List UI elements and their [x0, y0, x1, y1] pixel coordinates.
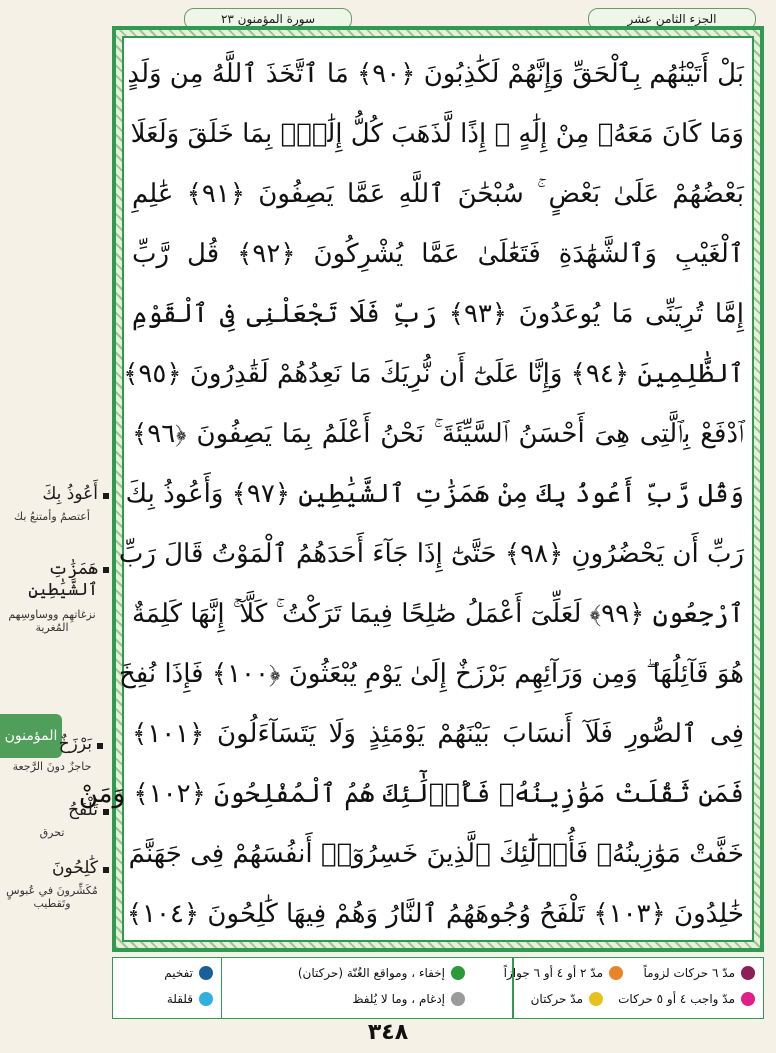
text-line: خَٰلِدُونَ ﴿١٠٣﴾ تَلْفَحُ وُجُوهَهُمُ ٱلنَّارُ وَهُمْ فِيهَا كَٰلِحُونَ ﴿١٠٤﴾ [126, 899, 744, 929]
glossary-word: هَمَزَٰتِ ٱلشَّيَٰطِينِ [0, 558, 98, 600]
legend-column [111, 958, 221, 1018]
legend-label: قلقلة [166, 992, 193, 1006]
legend-label: مدّ واجب ٤ أو ٥ حركات [618, 992, 735, 1006]
surah-label: سورة المؤمنون ٢٣ [184, 8, 352, 30]
legend-item [504, 966, 623, 980]
glossary-meaning: نزغاتهِم ووساوسِهم المُغرية [8, 608, 96, 634]
page-number: ٣٤٨ [367, 1020, 409, 1045]
surah-tab[interactable]: المؤمنون [0, 714, 62, 758]
color-dot-icon [451, 966, 465, 980]
legend-column [503, 958, 763, 1018]
color-dot-icon [609, 966, 623, 980]
glossary-meaning: أعتصمُ وأمتنعُ بك [14, 510, 90, 523]
legend-item [618, 992, 755, 1006]
legend-label: إخفاء ، ومواقع الغُنّة (حركتان) [297, 966, 445, 980]
text-line: ٱلظَّٰلِمِينَ ﴿٩٤﴾ وَإِنَّا عَلَىٰٓ أَن نُّرِيَكَ مَا نَعِدُهُمْ لَقَٰدِرُونَ ﴿٩٥﴾ [123, 359, 744, 389]
legend-label: تفخيم [164, 966, 193, 980]
glossary-word: تَلْفَحُ [68, 800, 98, 820]
glossary-word: بَرْزَخٌ [58, 734, 92, 754]
glossary-word: أَعُوذُ بِكَ [42, 484, 98, 504]
glossary-word: كَٰلِحُونَ [52, 858, 98, 878]
page-frame [78, 26, 764, 952]
color-dot-icon [589, 992, 603, 1006]
text-line: فِى ٱلصُّورِ فَلَآ أَنسَابَ بَيْنَهُمْ يَوْمَئِذٍ وَلَا يَتَسَآءَلُونَ ﴿١٠١﴾ [132, 719, 744, 749]
legend-label: مدّ حركتان [530, 992, 583, 1006]
glossary-sidebar [0, 480, 112, 950]
legend-item [352, 992, 465, 1006]
text-line: ٱلْغَيْبِ وَٱلشَّهَٰدَةِ فَتَعَٰلَىٰ عَمَّا يُشْرِكُونَ ﴿٩٢﴾ قُل رَّبِّ [132, 239, 744, 269]
color-dot-icon [199, 992, 213, 1006]
legend-label: مدّ ٦ حركات لزوماً [643, 966, 735, 980]
legend-divider [512, 958, 513, 1018]
text-line: فَمَن ثَقُلَتْ مَوَٰزِينُهُۥ فَأُو۟لَٰٓئِكَ هُمُ ٱلْمُفْلِحُونَ ﴿١٠٢﴾ وَمَنْ [78, 779, 744, 809]
color-dot-icon [451, 992, 465, 1006]
legend-label: إدغام ، وما لا يُلفظ [352, 992, 445, 1006]
text-line: إِمَّا تُرِيَنِّى مَا يُوعَدُونَ ﴿٩٣﴾ رَبِّ فَلَا تَجْعَلْنِى فِى ٱلْقَوْمِ [132, 299, 745, 329]
legend-label: مدّ ٢ أو ٤ أو ٦ جوازاً [503, 966, 603, 980]
legend-item [531, 992, 603, 1006]
color-dot-icon [199, 966, 213, 980]
glossary-meaning: حاجزٌ دونَ الرَّجعة [12, 760, 92, 773]
glossary-meaning: تحرق [39, 826, 65, 839]
quran-text-area [78, 38, 752, 940]
text-line: بَلْ أَتَيْنَٰهُم بِٱلْحَقِّ وَإِنَّهُمْ لَكَٰذِبُونَ ﴿٩٠﴾ مَا ٱتَّخَذَ ٱللَّهُ مِن وَلَدٍ [127, 59, 744, 89]
text-line: هُوَ قَآئِلُهَا ۖ وَمِن وَرَآئِهِم بَرْزَخٌ إِلَىٰ يَوْمِ يُبْعَثُونَ ﴿١٠٠﴾ فَإِذَا نُفِخَ [118, 659, 744, 689]
color-dot-icon [741, 966, 755, 980]
juz-label: الجزء الثامن عشر [588, 8, 756, 30]
text-line: خَفَّتْ مَوَٰزِينُهُۥ فَأُو۟لَٰٓئِكَ ٱلَّذِينَ خَسِرُوٓا۟ أَنفُسَهُمْ فِى جَهَنَّمَ [128, 839, 744, 869]
text-line: ٱدْفَعْ بِٱلَّتِى هِىَ أَحْسَنُ ٱلسَّيِّئَةَ ۚ نَحْنُ أَعْلَمُ بِمَا يَصِفُونَ ﴿٩٦﴾ [132, 419, 744, 449]
text-line: وَمَا كَانَ مَعَهُۥ مِنْ إِلَٰهٍ ۚ إِذًا لَّذَهَبَ كُلُّ إِلَٰهٍۭ بِمَا خَلَقَ وَلَعَلَا [130, 119, 744, 149]
color-dot-icon [741, 992, 755, 1006]
legend-item [164, 966, 213, 980]
text-line: وَقُل رَّبِّ أَعُوذُ بِكَ مِنْ هَمَزَٰتِ ٱلشَّيَٰطِينِ ﴿٩٧﴾ وَأَعُوذُ بِكَ [125, 479, 744, 509]
text-line: بَعْضُهُمْ عَلَىٰ بَعْضٍ ۚ سُبْحَٰنَ ٱللَّهِ عَمَّا يَصِفُونَ ﴿٩١﴾ عَٰلِمِ [132, 179, 744, 209]
tajweed-legend [112, 957, 764, 1019]
legend-column [221, 958, 473, 1018]
text-line: رَبِّ أَن يَحْضُرُونِ ﴿٩٨﴾ حَتَّىٰٓ إِذَا جَآءَ أَحَدَهُمُ ٱلْمَوْتُ قَالَ رَبِّ [118, 539, 744, 569]
glossary-meaning: مُكَشِّرونَ في عُبوسٍ وتَقطيب [6, 884, 98, 910]
legend-item [298, 966, 465, 980]
legend-item [644, 966, 756, 980]
legend-item [167, 992, 213, 1006]
text-line: ٱرْجِعُونِ ﴿٩٩﴾ لَعَلِّىٓ أَعْمَلُ صَٰلِحًا فِيمَا تَرَكْتُ ۚ كَلَّآ ۚ إِنَّهَا كَلِمَةٌ [131, 599, 744, 629]
